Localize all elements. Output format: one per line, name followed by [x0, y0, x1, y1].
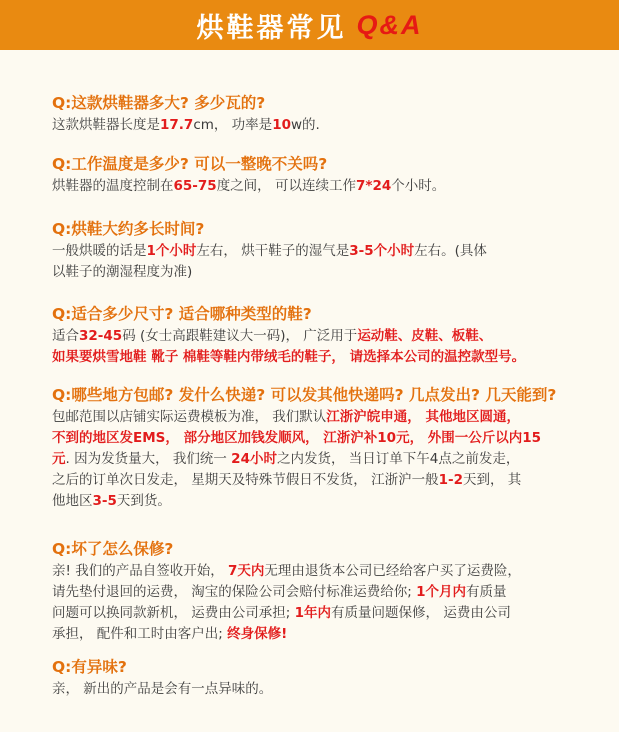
answer-segment: w的. [290, 117, 320, 133]
answer-line [52, 624, 609, 645]
answer-line [52, 262, 609, 283]
highlighted-text: 17.7 [160, 117, 194, 133]
question-heading: Q:烘鞋大约多长时间? [52, 220, 205, 238]
qa-item [52, 218, 609, 283]
answer-segment: 个小时。 [391, 178, 446, 194]
highlighted-text: 10 [272, 117, 291, 133]
highlighted-text: 1个小时 [146, 243, 197, 259]
qa-item [52, 384, 609, 512]
answer-line [52, 449, 609, 470]
highlighted-text: 江浙沪皖申通， 其他地区圆通， [326, 409, 520, 425]
answer-segment: 左右。(具体 [414, 243, 487, 259]
answer-segment: 亲， 新出的产品是会有一点异味的。 [52, 681, 273, 697]
answer-text [52, 407, 609, 512]
answer-line [52, 470, 609, 491]
highlighted-text: 32-45 [79, 328, 123, 344]
answer-segment: 承担， 配件和工时由客户出; [52, 626, 228, 642]
highlighted-text: 3-5 [92, 493, 117, 509]
highlighted-text: 7*24 [355, 178, 392, 194]
header-banner [0, 0, 619, 50]
answer-segment: 度之间， 可以连续工作 [216, 178, 356, 194]
answer-segment: 这款烘鞋器长度是 [52, 117, 160, 133]
answer-segment: cm， 功率是 [193, 117, 273, 133]
answer-line [52, 326, 609, 347]
answer-text [52, 326, 609, 368]
answer-segment: 一般烘暖的话是 [52, 243, 147, 259]
qa-item [52, 303, 609, 368]
answer-segment: 有质量 [466, 584, 507, 600]
answer-segment: 左右， 烘干鞋子的湿气是 [196, 243, 350, 259]
answer-segment: 亲! 我们的产品自签收开始， [52, 563, 228, 579]
answer-segment: 以鞋子的潮湿程度为准) [52, 264, 193, 280]
answer-line [52, 347, 609, 368]
answer-text [52, 679, 609, 700]
highlighted-text: 运动鞋、皮鞋、板鞋、 [357, 328, 493, 344]
answer-segment: 问题可以换同款新机， 运费由公司承担; [52, 605, 295, 621]
header-title: 烘鞋器常见 [196, 12, 347, 44]
answer-segment: 他地区 [52, 493, 93, 509]
answer-line [52, 491, 609, 512]
highlighted-text: 24小时 [231, 451, 277, 467]
highlighted-text: 65-75 [173, 178, 217, 194]
answer-line [52, 603, 609, 624]
highlighted-text: 1年内 [294, 605, 332, 621]
highlighted-text: 如果要烘雪地鞋 靴子 棉鞋等鞋内带绒毛的鞋子， 请选择本公司的温控款型号。 [52, 349, 526, 365]
answer-segment: 请先垫付退回的运费， 淘宝的保险公司会赔付标准运费给你; [52, 584, 417, 600]
highlighted-text: 1个月内 [416, 584, 467, 600]
answer-segment: . 因为发货量大， 我们统一 [65, 451, 232, 467]
answer-line [52, 582, 609, 603]
qa-item [52, 92, 609, 136]
answer-line [52, 407, 609, 428]
answer-line [52, 561, 609, 582]
answer-segment: 之内发货， 当日订单下午4点之前发走， [276, 451, 520, 467]
answer-text [52, 241, 609, 283]
qa-item [52, 153, 609, 197]
question-heading: Q:这款烘鞋器多大? 多少瓦的? [52, 94, 266, 112]
question-heading: Q:坏了怎么保修? [52, 540, 174, 558]
answer-line [52, 115, 609, 136]
highlighted-text: 不到的地区发EMS， 部分地区加钱发顺风， 江浙沪补10元， 外围一公斤以内15 [52, 430, 542, 446]
answer-segment: 之后的订单次日发走， 星期天及特殊节假日不发货， 江浙沪一般 [52, 472, 439, 488]
highlighted-text: 终身保修! [227, 626, 288, 642]
header-title-qa: Q&A [356, 9, 423, 40]
answer-segment: 码 (女士高跟鞋建议大一码)， 广泛用于 [122, 328, 358, 344]
highlighted-text: 元 [52, 451, 66, 467]
answer-text [52, 176, 609, 197]
answer-text [52, 561, 609, 645]
qa-item [52, 656, 609, 700]
answer-segment: 天到货。 [116, 493, 171, 509]
highlighted-text: 7天内 [228, 563, 265, 579]
answer-segment: 天到， 其 [462, 472, 522, 488]
qa-item [52, 538, 609, 645]
question-heading: Q:有异味? [52, 658, 127, 676]
answer-segment: 无理由退货本公司已经给客户买了运费险， [264, 563, 521, 579]
answer-text [52, 115, 609, 136]
answer-segment: 适合 [52, 328, 79, 344]
question-heading: Q:工作温度是多少? 可以一整晚不关吗? [52, 155, 328, 173]
highlighted-text: 1-2 [438, 472, 463, 488]
question-heading: Q:哪些地方包邮? 发什么快递? 可以发其他快递吗? 几点发出? 几天能到? [52, 386, 557, 404]
answer-line [52, 241, 609, 262]
answer-segment: 包邮范围以店铺实际运费模板为准， 我们默认 [52, 409, 327, 425]
answer-line [52, 679, 609, 700]
question-heading: Q:适合多少尺寸? 适合哪种类型的鞋? [52, 305, 312, 323]
answer-line [52, 176, 609, 197]
answer-line [52, 428, 609, 449]
answer-segment: 有质量问题保修， 运费由公司 [331, 605, 511, 621]
answer-segment: 烘鞋器的温度控制在 [52, 178, 174, 194]
highlighted-text: 3-5个小时 [349, 243, 415, 259]
